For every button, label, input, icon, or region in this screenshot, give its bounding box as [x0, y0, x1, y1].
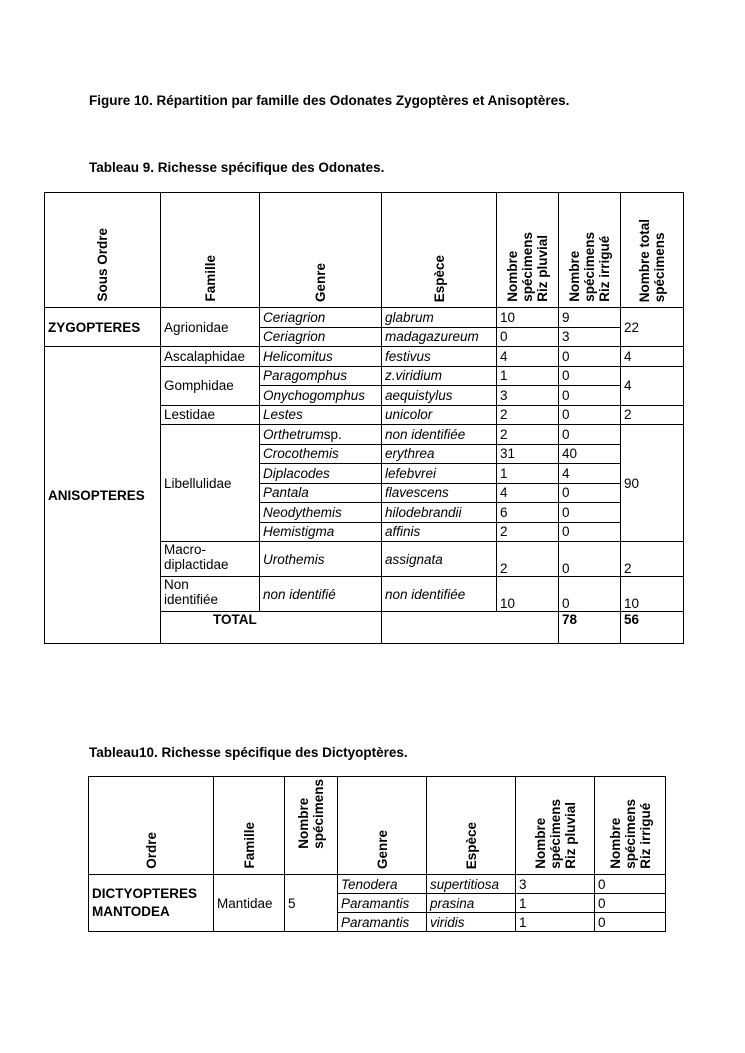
pluvial-cell: 4 [497, 483, 559, 503]
espece-cell: erythrea [382, 444, 497, 464]
pluvial-cell: 1 [516, 913, 595, 932]
table10-caption: Tableau10. Richesse spécifique des Dictyoptères. [89, 745, 408, 760]
pluvial-cell: 1 [516, 894, 595, 913]
pluvial-cell: 0 [497, 327, 559, 347]
pluvial-cell: 3 [497, 386, 559, 406]
espece-cell: affinis [382, 522, 497, 542]
odonata-table [44, 192, 684, 644]
pluvial-cell: 2 [497, 425, 559, 445]
espece-cell: flavescens [382, 483, 497, 503]
genre-cell [260, 425, 382, 445]
table-row [45, 347, 684, 367]
genre-cell: Pantala [260, 483, 382, 503]
genre-cell: Tenodera [338, 875, 427, 894]
pluvial-cell: 2 [497, 405, 559, 425]
genre-cell: Onychogomphus [260, 386, 382, 406]
table-row [89, 875, 666, 894]
pluvial-cell: 3 [516, 875, 595, 894]
header-riz-irrigue: Nombre spécimens Riz irrigué [595, 777, 666, 875]
irrigue-cell: 0 [559, 503, 621, 523]
header-espece: Espèce [427, 777, 516, 875]
total-ascalaphidae: 4 [621, 347, 684, 367]
irrigue-cell: 0 [559, 542, 621, 577]
genre-cell: Ceriagrion [260, 327, 382, 347]
header-famille: Famille [214, 777, 285, 875]
irrigue-cell: 4 [559, 464, 621, 484]
espece-cell: glabrum [382, 308, 497, 328]
genre-cell: Paragomphus [260, 366, 382, 386]
irrigue-cell: 0 [559, 405, 621, 425]
total-empty-cell [382, 612, 559, 644]
dictyoptera-table [88, 776, 666, 932]
family-libellulidae: Libellulidae [161, 425, 260, 542]
espece-cell: viridis [427, 913, 516, 932]
espece-cell: supertitiosa [427, 875, 516, 894]
total-irrigue: 56 [621, 612, 684, 644]
header-riz-irrigue: Nombre spécimens Riz irrigué [559, 193, 621, 308]
total-libellulidae: 90 [621, 425, 684, 542]
header-total: Nombre total spécimens [621, 193, 684, 308]
family-agrionidae: Agrionidae [161, 308, 260, 347]
irrigue-cell: 0 [559, 386, 621, 406]
pluvial-cell: 31 [497, 444, 559, 464]
espece-cell: festivus [382, 347, 497, 367]
suborder-anisopteres: ANISOPTERES [45, 347, 161, 644]
genre-cell: Paramantis [338, 894, 427, 913]
genre-cell: Helicomitus [260, 347, 382, 367]
espece-cell: z.viridium [382, 366, 497, 386]
espece-cell: assignata [382, 542, 497, 577]
header-espece: Espèce [382, 193, 497, 308]
family-ascalaphidae: Ascalaphidae [161, 347, 260, 367]
irrigue-cell: 0 [595, 875, 666, 894]
irrigue-cell: 40 [559, 444, 621, 464]
genre-name: Orthetrum [263, 426, 324, 442]
irrigue-cell: 0 [595, 913, 666, 932]
pluvial-cell: 1 [497, 464, 559, 484]
irrigue-cell: 0 [559, 425, 621, 445]
genre-cell: Diplacodes [260, 464, 382, 484]
header-famille: Famille [161, 193, 260, 308]
espece-cell: unicolor [382, 405, 497, 425]
header-genre: Genre [338, 777, 427, 875]
espece-cell: non identifiée [382, 577, 497, 612]
espece-cell: non identifiée [382, 425, 497, 445]
ordre-cell: DICTYOPTERES MANTODEA [89, 875, 214, 932]
genre-cell: non identifié [260, 577, 382, 612]
irrigue-cell: 3 [559, 327, 621, 347]
espece-cell: lefebvrei [382, 464, 497, 484]
total-non-identifiee: 10 [621, 577, 684, 612]
genre-cell: Lestes [260, 405, 382, 425]
family-non-identifiee: Non identifiée [161, 577, 260, 612]
espece-cell: prasina [427, 894, 516, 913]
total-macrodiplactidae: 2 [621, 542, 684, 577]
genre-cell: Paramantis [338, 913, 427, 932]
irrigue-cell: 0 [559, 366, 621, 386]
irrigue-cell: 0 [559, 522, 621, 542]
family-lestidae: Lestidae [161, 405, 260, 425]
total-agrionidae: 22 [621, 308, 684, 347]
family-mantidae: Mantidae [214, 875, 285, 932]
genre-cell: Hemistigma [260, 522, 382, 542]
total-gomphidae: 4 [621, 366, 684, 405]
table9-caption: Tableau 9. Richesse spécifique des Odonates. [89, 160, 385, 175]
family-macrodiplactidae: Macro- diplactidae [161, 542, 260, 577]
total-label: TOTAL [161, 612, 382, 644]
pluvial-cell: 6 [497, 503, 559, 523]
irrigue-cell: 9 [559, 308, 621, 328]
pluvial-cell: 4 [497, 347, 559, 367]
header-ordre: Ordre [89, 777, 214, 875]
irrigue-cell: 0 [559, 483, 621, 503]
genre-cell: Ceriagrion [260, 308, 382, 328]
header-sous-ordre: Sous Ordre [45, 193, 161, 308]
genre-cell: Urothemis [260, 542, 382, 577]
family-gomphidae: Gomphidae [161, 366, 260, 405]
genre-cell: Neodythemis [260, 503, 382, 523]
total-lestidae: 2 [621, 405, 684, 425]
nombre-cell: 5 [285, 875, 338, 932]
header-nombre-specimens: Nombre spécimens [285, 777, 338, 875]
header-riz-pluvial: Nombre spécimens Riz pluvial [497, 193, 559, 308]
header-riz-pluvial: Nombre spécimens Riz pluvial [516, 777, 595, 875]
suborder-zygopteres: ZYGOPTERES [45, 308, 161, 347]
pluvial-cell: 2 [497, 522, 559, 542]
table-row [45, 308, 684, 328]
pluvial-cell: 1 [497, 366, 559, 386]
genre-suffix: sp. [323, 426, 342, 442]
header-genre: Genre [260, 193, 382, 308]
irrigue-cell: 0 [559, 577, 621, 612]
espece-cell: madagazureum [382, 327, 497, 347]
figure-caption: Figure 10. Répartition par famille des Odonates Zygoptères et Anisoptères. [89, 93, 570, 108]
irrigue-cell: 0 [559, 347, 621, 367]
pluvial-cell: 10 [497, 577, 559, 612]
irrigue-cell: 0 [595, 894, 666, 913]
espece-cell: hilodebrandii [382, 503, 497, 523]
pluvial-cell: 2 [497, 542, 559, 577]
total-pluvial: 78 [559, 612, 621, 644]
pluvial-cell: 10 [497, 308, 559, 328]
espece-cell: aequistylus [382, 386, 497, 406]
genre-cell: Crocothemis [260, 444, 382, 464]
